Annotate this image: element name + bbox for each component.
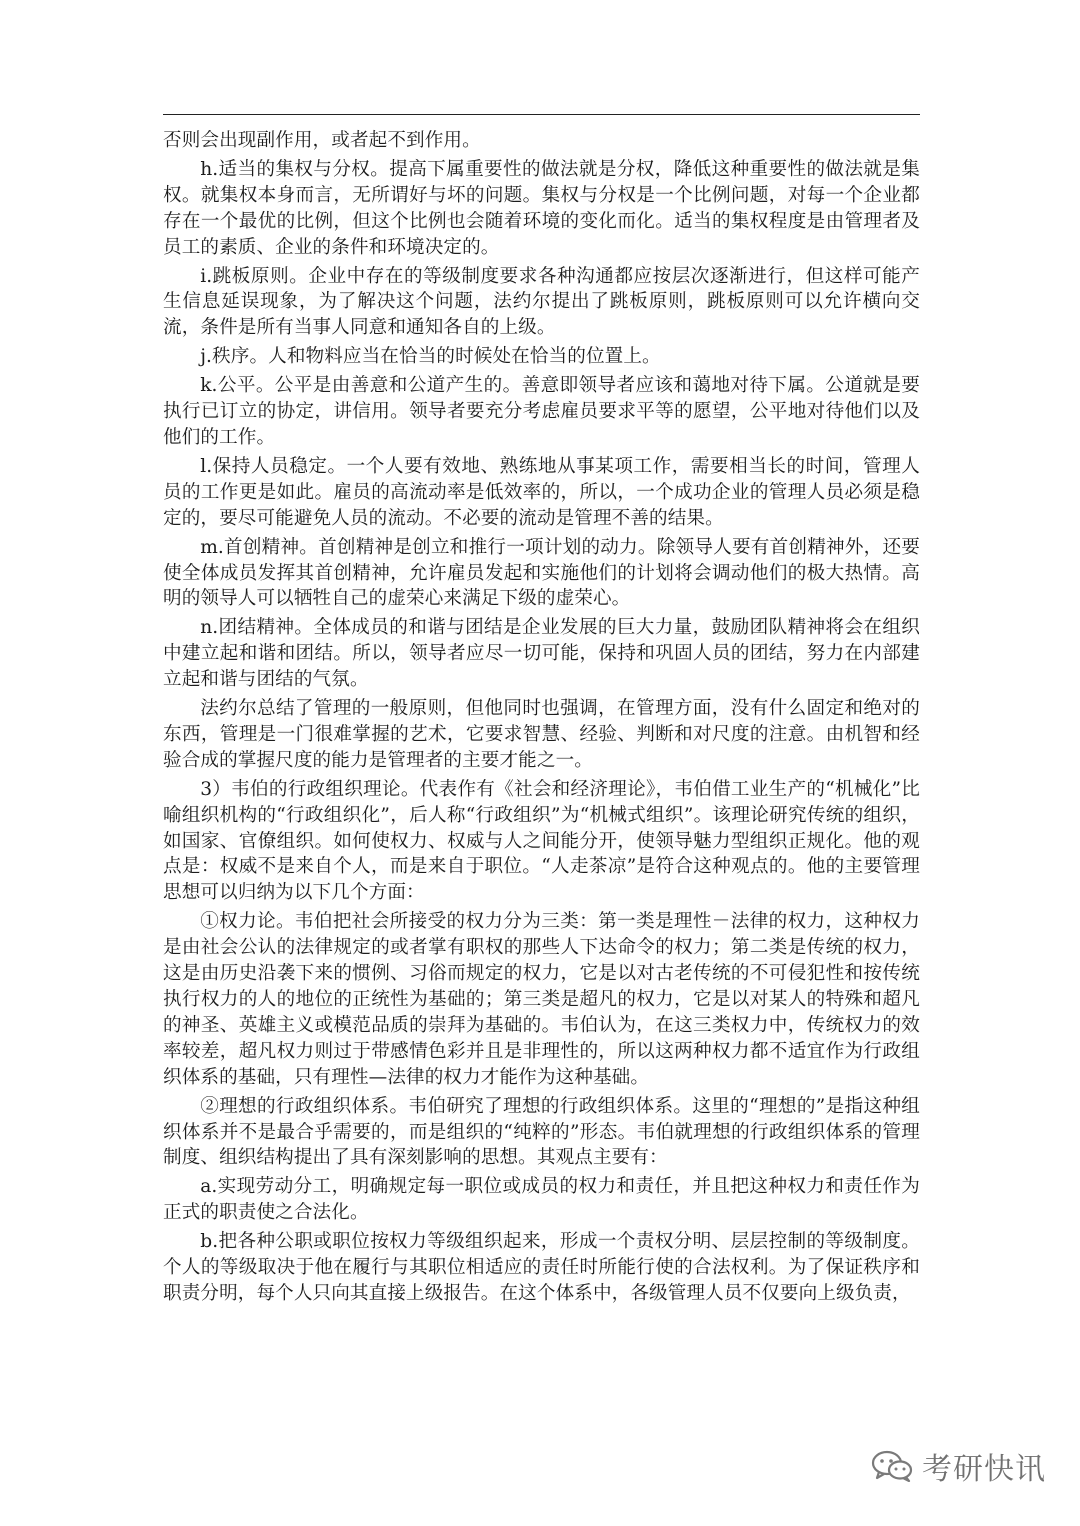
paragraph-h-centralization: h.适当的集权与分权。提高下属重要性的做法就是分权，降低这种重要性的做法就是集权。就集权本身而言，无所谓好与坏的问题。集权与分权是一个比例问题，对每一个企业都存在一个最优的比例，但这个比例也会随着环境的变化而化。适当的集权程度是由管理者及员工的素质、企业的条件和环境决定的。: [163, 158, 920, 258]
paragraph-b-hierarchy: b.把各种公职或职位按权力等级组织起来，形成一个责权分明、层层控制的等级制度。个人的等级取决于他在履行与其职位相适应的责任时所能行使的合法权利。为了保证秩序和职责分明，每个人只向其直接上级报告。在这个体系中，各级管理人员不仅要向上级负责，: [163, 1231, 920, 1304]
paragraph-k-equity: k.公平。公平是由善意和公道产生的。善意即领导者应该和蔼地对待下属。公道就是要执行已订立的协定，讲信用。领导者要充分考虑雇员要求平等的愿望，公平地对待他们以及他们的工作。: [163, 375, 920, 448]
watermark: [870, 1444, 1046, 1488]
paragraph-n-esprit: n.团结精神。全体成员的和谐与团结是企业发展的巨大力量，鼓励团队精神将会在组织中建立起和谐和团结。所以，领导者应尽一切可能，保持和巩固人员的团结，努力在内部建立起和谐与团结的气氛。: [163, 617, 920, 691]
paragraph-continuation: 否则会出现副作用，或者起不到作用。: [163, 130, 481, 151]
paragraph-weber-theory: 3）韦伯的行政组织理论。代表作有《社会和经济理论》，韦伯借工业生产的“机械化”比喻组织机构的“行政组织化”，后人称“行政组织”为“机械式组织”。该理论研究传统的组织，如国家、官僚组织。如何使权力、权威与人之间能分开，使领导魅力型组织正规化。他的观点是：权威不是来自个人，而是来自于职位。“人走茶凉”是符合这种观点的。他的主要管理思想可以归纳为以下几个方面：: [163, 778, 920, 904]
paragraph-j-order: j.秩序。人和物料应当在恰当的时候处在恰当的位置上。: [200, 346, 661, 368]
paragraph-authority: ①权力论。韦伯把社会所接受的权力分为三类：第一类是理性－法律的权力，这种权力是由社会公认的法律规定的或者掌有职权的那些人下达命令的权力；第二类是传统的权力，这是由历史沿袭下来的惯例、习俗而规定的权力，它是以对古老传统的不可侵犯性和按传统执行权力的人的地位的正统性为基础的；第三类是超凡的权力，它是以对某人的特殊和超凡的神圣、英雄主义或模范品质的崇拜为基础的。韦伯认为，在这三类权力中，传统权力的效率较差，超凡权力则过于带感情色彩并且是非理性的，所以这两种权力都不适宜作为行政组织体系的基础，只有理性—法律的权力才能作为这种基础。: [163, 911, 920, 1088]
body-text: [163, 128, 920, 1310]
paragraph-fayol-summary: 法约尔总结了管理的一般原则，但他同时也强调，在管理方面，没有什么固定和绝对的东西，管理是一门很难掌握的艺术，它要求智慧、经验、判断和对尺度的注意。由机智和经验合成的掌握尺度的能力是管理者的主要才能之一。: [163, 698, 920, 771]
wechat-icon: [870, 1450, 914, 1482]
paragraph-ideal-bureaucracy: ②理想的行政组织体系。韦伯研究了理想的行政组织体系。这里的“理想的”是指这种组织体系并不是最合乎需要的，而是组织的“纯粹的”形态。韦伯就理想的行政组织体系的管理制度、组织结构提出了具有深刻影响的思想。其观点主要有：: [163, 1095, 920, 1169]
paragraph-m-initiative: m.首创精神。首创精神是创立和推行一项计划的动力。除领导人要有首创精神外，还要使全体成员发挥其首创精神，允许雇员发起和实施他们的计划将会调动他们的极大热情。高明的领导人可以牺牲自己的虚荣心来满足下级的虚荣心。: [163, 536, 920, 610]
header-rule: [163, 114, 920, 115]
watermark-text: 考研快讯: [922, 1452, 1046, 1487]
paragraph-i-gangplank: i.跳板原则。企业中存在的等级制度要求各种沟通都应按层次逐渐进行，但这样可能产生信息延误现象，为了解决这个问题，法约尔提出了跳板原则，跳板原则可以允许横向交流，条件是所有当事人同意和通知各自的上级。: [163, 265, 920, 339]
paragraph-l-stability: l.保持人员稳定。一个人要有效地、熟练地从事某项工作，需要相当长的时间，管理人员的工作更是如此。雇员的高流动率是低效率的，所以，一个成功企业的管理人员必须是稳定的，要尽可能避免人员的流动。不必要的流动是管理不善的结果。: [163, 455, 920, 529]
paragraph-a-division-of-labor: a.实现劳动分工，明确规定每一职位或成员的权力和责任，并且把这种权力和责任作为正式的职责使之合法化。: [163, 1176, 920, 1224]
